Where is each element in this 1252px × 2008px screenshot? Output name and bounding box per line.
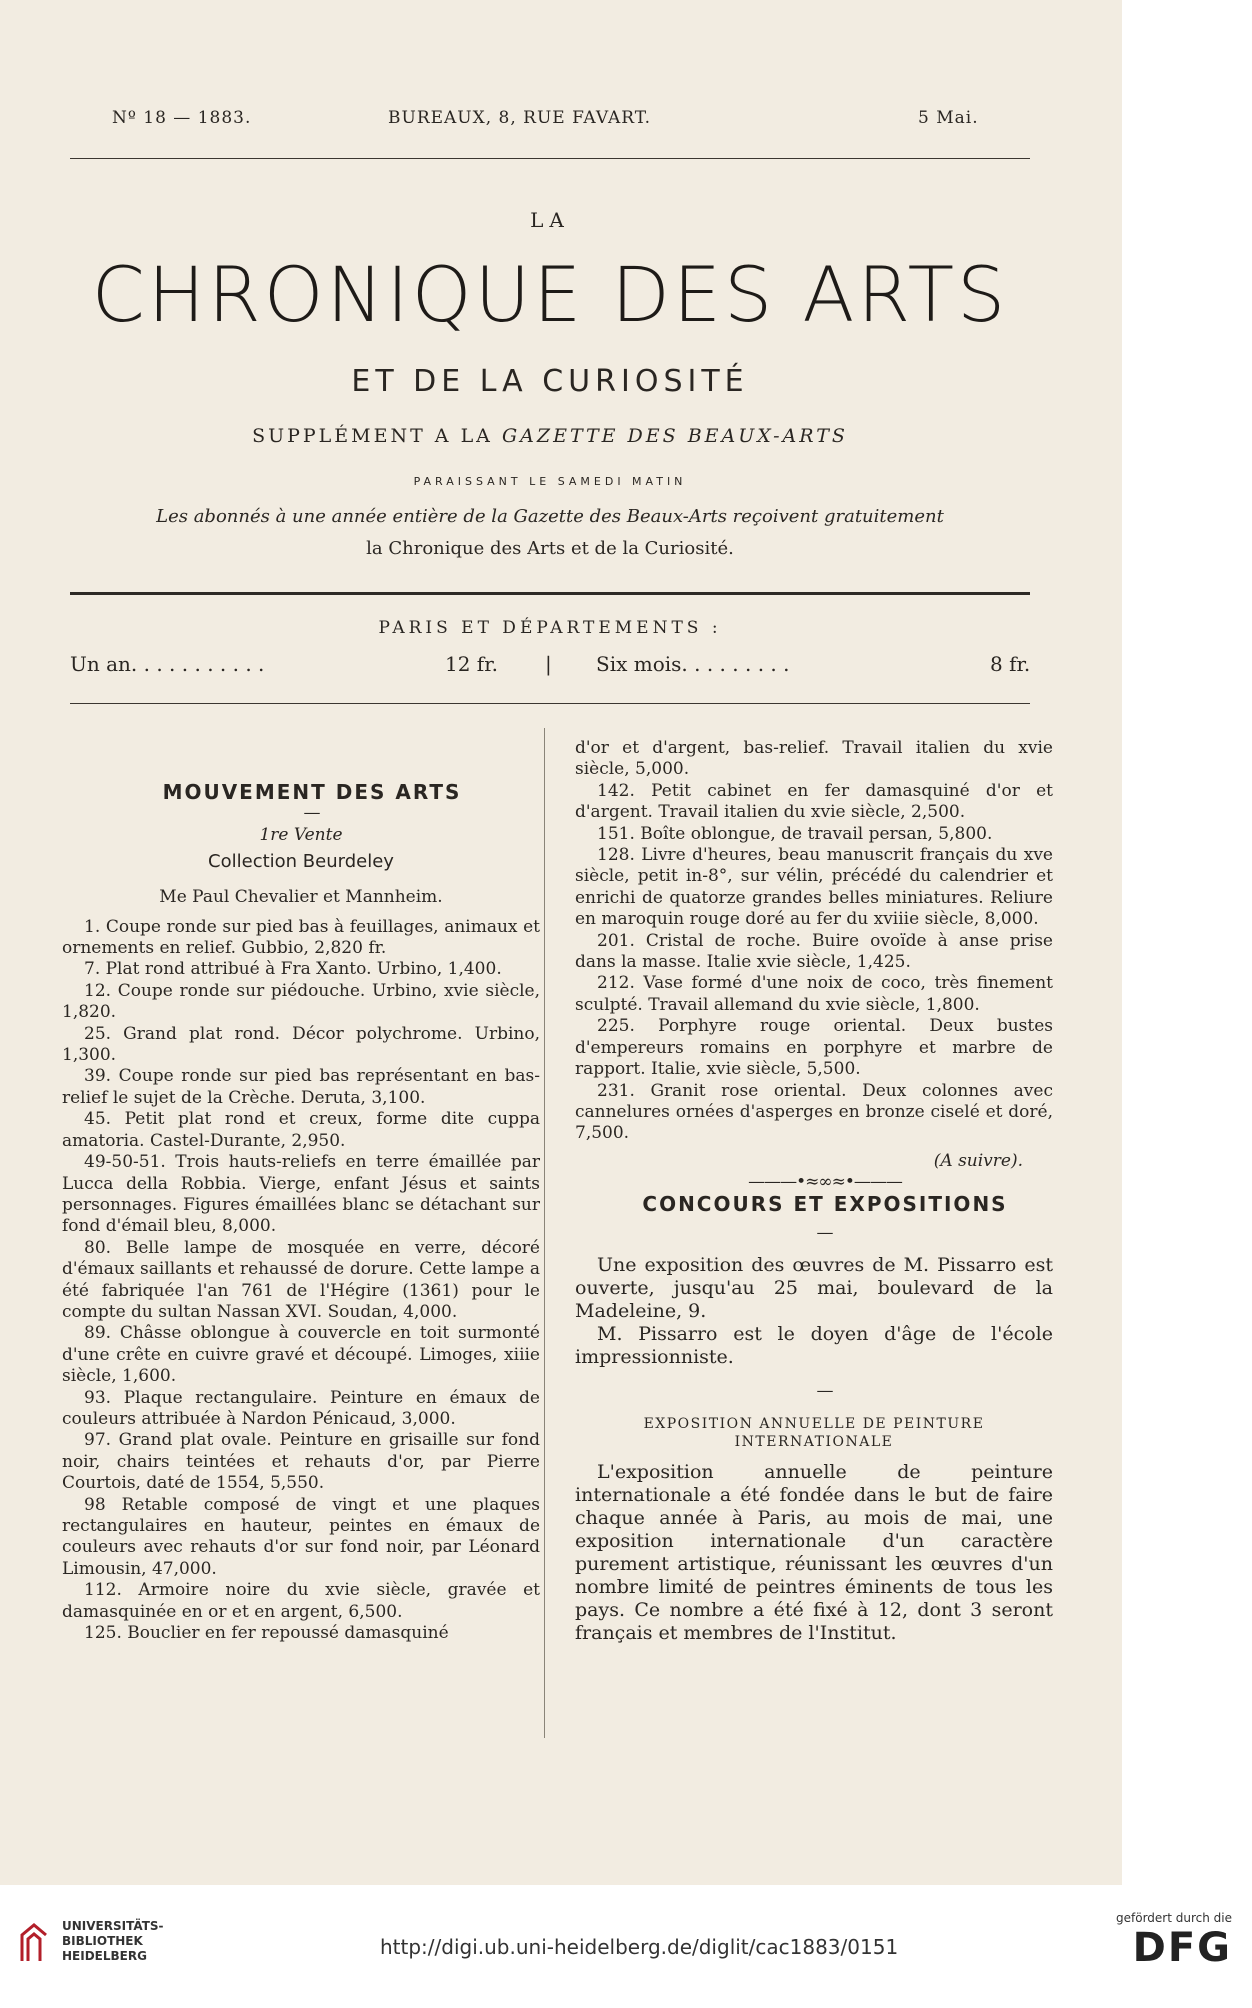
masthead-la: LA: [530, 208, 570, 232]
lot-item: 1. Coupe ronde sur pied bas à feuillages, animaux et ornements en relief. Gubbio, 2,820 fr.: [62, 916, 540, 959]
lot-item: 93. Plaque rectangulaire. Peinture en émaux de couleurs attribuée à Nardon Pénicaud, 3,000.: [62, 1387, 540, 1429]
lot-item: 98 Retable composé de vingt et une plaques rectangulaires en hauteur, peintes en émaux de couleurs avec rehauts d'or sur fond noir, par Léonard Limousin, 47,000.: [62, 1494, 540, 1579]
lot-item: 225. Porphyre rouge oriental. Deux bustes d'empereurs romains en porphyre et marbre de rapport. Italie, xvie siècle, 5,500.: [575, 1016, 1053, 1080]
right-column: [575, 738, 1053, 1645]
year-price: 12 fr.: [445, 652, 498, 676]
vente-number: 1re Vente: [259, 824, 343, 845]
lot-item: 80. Belle lampe de mosquée en verre, décoré d'émaux saillants et rehaussé de dorure. Cette lampe a été fabriquée l'an 761 de l'Hégire (1361) pour le compte du sultan Nassan XVI. Soudan, 4,000.: [62, 1237, 540, 1322]
lot-item: 45. Petit plat rond et creux, forme dite cuppa amatoria. Castel-Durante, 2,950.: [62, 1109, 540, 1151]
supplement-gazette: GAZETTE DES BEAUX-ARTS: [501, 425, 848, 447]
masthead-title: CHRONIQUE DES ARTS: [91, 250, 1009, 339]
section-ornament: ———•≈∞≈•———: [748, 1172, 902, 1193]
library-name: [62, 1919, 164, 1964]
lot-item: 25. Grand plat rond. Décor polychrome. Urbino, 1,300.: [62, 1023, 540, 1066]
lot-item: 142. Petit cabinet en fer damasquiné d'or et d'argent. Travail italien du xvie siècle, 2,500.: [575, 780, 1053, 823]
section-dash: —: [303, 803, 321, 824]
six-months-label: Six mois. . . . . . . . .: [596, 652, 790, 676]
lot-item: 7. Plat rond attribué à Fra Xanto. Urbino, 1,400.: [84, 959, 502, 980]
pissarro-paragraph: M. Pissarro est le doyen d'âge de l'école impressionniste.: [575, 1323, 1053, 1369]
expo-heading: EXPOSITION ANNUELLE DE PEINTURE INTERNATIONALE: [643, 1415, 985, 1450]
subscription-heading: PARIS ET DÉPARTEMENTS :: [378, 618, 722, 638]
pissarro-paragraph: Une exposition des œuvres de M. Pissarro est ouverte, jusqu'au 25 mai, boulevard de la Madeleine, 9.: [575, 1254, 1053, 1323]
experts-line: Me Paul Chevalier et Mannheim.: [159, 887, 443, 908]
header-rule: [70, 158, 1030, 159]
collection-title: Collection Beurdeley: [208, 851, 394, 873]
sponsor-block: [1116, 1911, 1232, 1971]
lot-item: 112. Armoire noire du xvie siècle, gravée et damasquinée en or et en argent, 6,500.: [62, 1580, 540, 1622]
masthead-subtitle: ET DE LA CURIOSITÉ: [351, 364, 749, 399]
lot-item: 201. Cristal de roche. Buire ovoïde à anse prise dans la masse. Italie xvie siècle, 1,425.: [575, 930, 1053, 973]
lot-item: 89. Châsse oblongue à couvercle en toit surmonté d'une crête en cuivre gravé et découpé. Limoges, xiiie siècle, 1,600.: [62, 1323, 540, 1387]
lot-item: 151. Boîte oblongue, de travail persan, 5,800.: [597, 823, 993, 844]
masthead-paraissant: PARAISSANT LE SAMEDI MATIN: [413, 475, 687, 488]
lot-item: 212. Vase formé d'une noix de coco, très finement sculpté. Travail allemand du xvie siècle, 1,800.: [575, 973, 1053, 1015]
section-heading-concours: CONCOURS ET EXPOSITIONS: [642, 1191, 1008, 1216]
expo-paragraph: L'exposition annuelle de peinture internationale a été fondée dans le but de faire chaque année à Paris, au mois de mai, une exposition internationale d'un caractère purement artistique, réunissant les œuvres d'un nombre limité de peintres éminents de tous les pays. Ce nombre a été fixé à 12, dont 3 seront français et membres de l'Institut.: [575, 1460, 1053, 1644]
permalink-url[interactable]: http://digi.ub.uni-heidelberg.de/diglit/cac1883/0151: [380, 1935, 899, 1959]
left-column: [62, 748, 540, 1644]
lot-item: 128. Livre d'heures, beau manuscrit français du xve siècle, petit in-8°, sur vélin, précédé du calendrier et enrichi de quatorze grandes belles miniatures. Reliure en maroquin rouge doré au fer du xviiie siècle, 8,000.: [575, 845, 1053, 930]
masthead-rule: [70, 592, 1030, 595]
dfg-logo: DFG: [1132, 1925, 1232, 1971]
lot-item: d'or et d'argent, bas-relief. Travail italien du xvie siècle, 5,000.: [575, 738, 1053, 780]
lot-item: 49-50-51. Trois hauts-reliefs en terre émaillée par Lucca della Robbia. Vierge, enfant Jésus et saints personnages. Figures émaillées blanc se détachant sur fond d'émail bleu, 8,000.: [62, 1152, 540, 1237]
section-dash: —: [816, 1381, 834, 1402]
lot-item: 39. Coupe ronde sur pied bas représentant en bas-relief le sujet de la Crèche. Deruta, 3,100.: [62, 1066, 540, 1108]
year-label: Un an. . . . . . . . . . .: [70, 652, 265, 676]
masthead-abonnes-line2: la Chronique des Arts et de la Curiosité.: [366, 538, 734, 559]
a-suivre: (A suivre).: [933, 1150, 1023, 1171]
issue-date: 5 Mai.: [918, 108, 979, 128]
bureaux-address: BUREAUX, 8, RUE FAVART.: [388, 108, 652, 128]
library-logo-icon: [18, 1921, 50, 1965]
library-name-line: HEIDELBERG: [62, 1949, 147, 1963]
column-divider: [544, 728, 545, 1738]
supplement-prefix: SUPPLÉMENT A LA: [252, 425, 493, 447]
footer-bar: [0, 1885, 1252, 2008]
sponsor-label: gefördert durch die: [1116, 1911, 1232, 1925]
library-name-line: UNIVERSITÄTS-: [62, 1919, 164, 1933]
masthead-abonnes-line1: Les abonnés à une année entière de la Gazette des Beaux-Arts reçoivent gratuitement: [156, 506, 944, 527]
lot-item: 12. Coupe ronde sur piédouche. Urbino, xvie siècle, 1,820.: [62, 980, 540, 1023]
lot-item: 125. Bouclier en fer repoussé damasquiné: [84, 1623, 449, 1644]
library-name-line: BIBLIOTHEK: [62, 1934, 143, 1948]
price-separator: |: [545, 652, 552, 676]
subscription-rule: [70, 703, 1030, 704]
section-dash: —: [816, 1222, 834, 1243]
lot-item: 97. Grand plat ovale. Peinture en grisaille sur fond noir, chairs teintées et rehauts d'or, par Pierre Courtois, daté de 1554, 5,550.: [62, 1430, 540, 1494]
issue-number: Nº 18 — 1883.: [112, 108, 252, 128]
six-months-price: 8 fr.: [990, 652, 1031, 676]
masthead-supplement: [60, 425, 1040, 447]
lot-item: 231. Granit rose oriental. Deux colonnes avec cannelures ornées d'asperges en bronze ciselé et doré, 7,500.: [575, 1080, 1053, 1144]
section-heading-mouvement: MOUVEMENT DES ARTS: [162, 780, 462, 804]
